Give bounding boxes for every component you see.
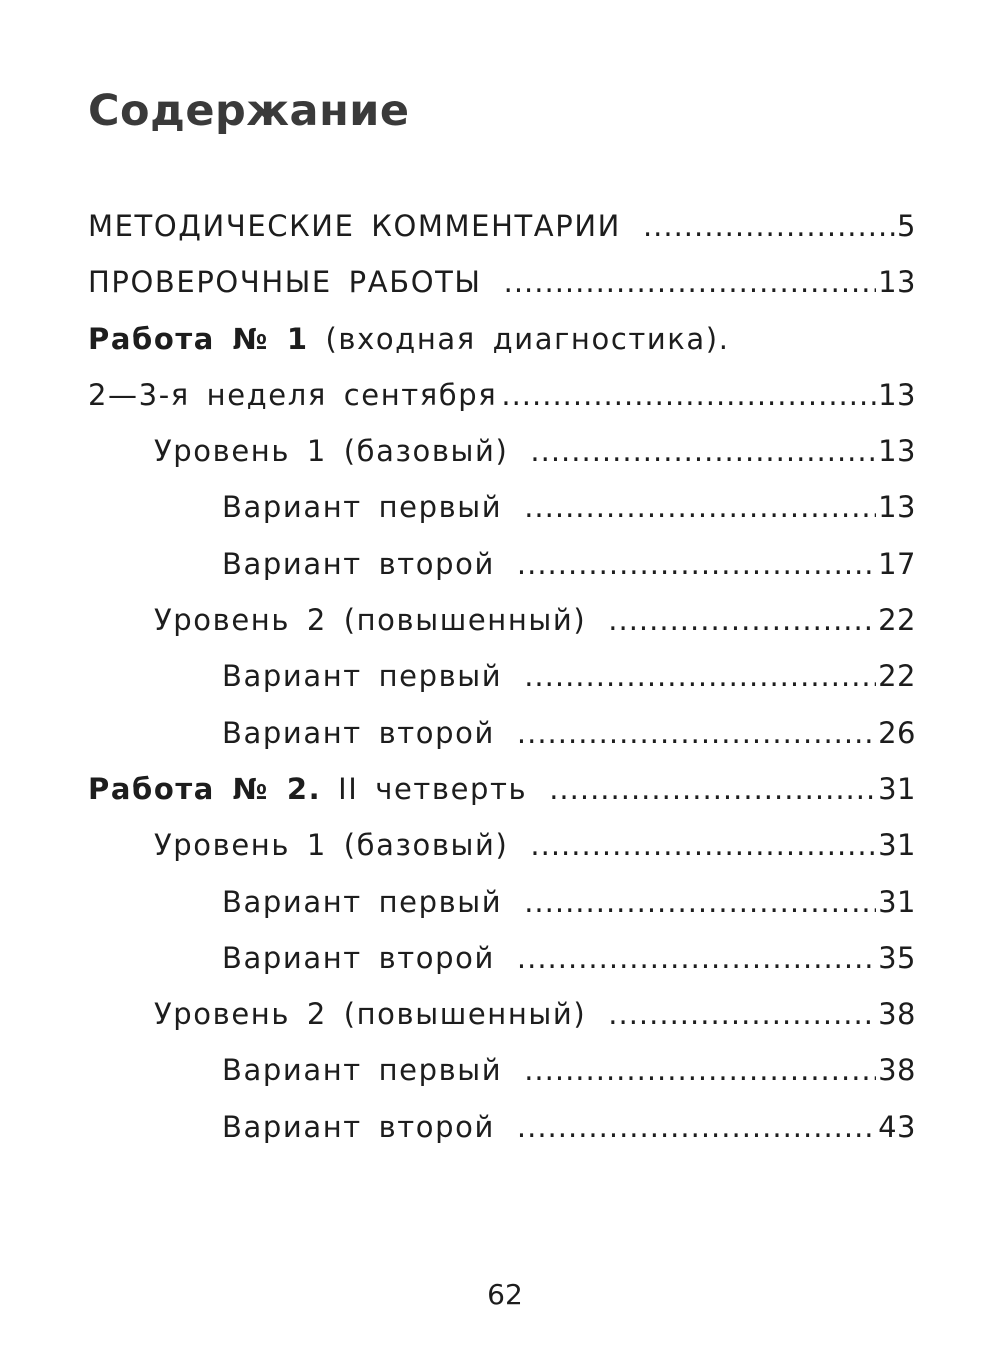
toc-entry — [88, 874, 916, 930]
table-of-contents — [88, 198, 916, 1155]
toc-entry-page: 26 — [878, 715, 916, 750]
page-number: 62 — [487, 1278, 523, 1311]
toc-entry — [88, 705, 916, 761]
toc-entry-page: 31 — [878, 828, 916, 863]
toc-leader-dots — [608, 592, 876, 648]
toc-entry — [88, 479, 916, 535]
toc-leader-dots — [524, 1042, 876, 1098]
toc-leader-dots — [524, 479, 876, 535]
toc-leader-dots — [517, 930, 876, 986]
toc-entry — [88, 1099, 916, 1155]
toc-entry-title: Уровень 2 (повышенный) — [154, 997, 587, 1032]
toc-entry — [88, 423, 916, 479]
toc-leader-dots — [504, 254, 876, 310]
toc-entry — [88, 986, 916, 1042]
toc-entry-page: 13 — [878, 490, 916, 525]
toc-entry — [88, 648, 916, 704]
toc-entry-page: 22 — [878, 659, 916, 694]
toc-entry — [88, 592, 916, 648]
toc-entry — [88, 198, 916, 254]
toc-entry-title: Вариант второй — [222, 1109, 495, 1144]
toc-leader-dots — [549, 761, 876, 817]
toc-entry-title: Вариант первый — [222, 659, 503, 694]
toc-entry-title: МЕТОДИЧЕСКИЕ КОММЕНТАРИИ — [88, 209, 621, 243]
toc-leader-dots — [517, 1099, 876, 1155]
toc-entry-page: 31 — [878, 771, 916, 806]
toc-entry-page: 43 — [878, 1109, 916, 1144]
toc-entry — [88, 817, 916, 873]
toc-entry — [88, 367, 916, 423]
toc-entry-bold: Работа № 1 — [88, 321, 309, 356]
toc-entry-bold: Работа № 2. — [88, 771, 322, 806]
toc-leader-dots — [524, 874, 876, 930]
toc-leader-dots — [517, 536, 876, 592]
toc-entry-page: 13 — [878, 265, 916, 300]
page-title: Содержание — [88, 86, 410, 136]
toc-entry-page: 38 — [878, 997, 916, 1032]
toc-leader-dots — [643, 198, 895, 254]
toc-entry-page: 13 — [878, 434, 916, 469]
toc-entry-title: Уровень 2 (повышенный) — [154, 603, 587, 638]
toc-entry — [88, 930, 916, 986]
toc-entry-subtitle: II четверть — [321, 771, 528, 806]
toc-leader-dots — [517, 705, 876, 761]
toc-entry-title — [88, 311, 730, 367]
toc-entry — [88, 311, 916, 367]
toc-entry-title: 2—3-я неделя сентября — [88, 377, 498, 412]
toc-entry — [88, 536, 916, 592]
toc-leader-dots — [608, 986, 876, 1042]
toc-entry-page: 31 — [878, 884, 916, 919]
toc-entry-page: 17 — [878, 546, 916, 581]
toc-entry — [88, 1042, 916, 1098]
toc-leader-dots — [530, 817, 876, 873]
toc-entry-page: 13 — [878, 377, 916, 412]
toc-entry-title: Вариант первый — [222, 884, 503, 919]
toc-leader-dots — [530, 423, 876, 479]
toc-entry-title: ПРОВЕРОЧНЫЕ РАБОТЫ — [88, 265, 482, 300]
toc-entry-title: Уровень 1 (базовый) — [154, 828, 509, 863]
toc-entry-title: Вариант первый — [222, 490, 503, 525]
toc-entry-title: Уровень 1 (базовый) — [154, 434, 509, 469]
toc-entry-page: 22 — [878, 603, 916, 638]
toc-entry-subtitle: (входная диагностика). — [308, 321, 730, 356]
toc-entry-page: 38 — [878, 1053, 916, 1088]
toc-entry-page: 5 — [897, 209, 916, 243]
toc-entry-title: Вариант второй — [222, 546, 495, 581]
toc-entry-title: Вариант второй — [222, 715, 495, 750]
toc-entry-title: Вариант первый — [222, 1053, 503, 1088]
toc-leader-dots — [501, 367, 876, 423]
toc-leader-dots — [524, 648, 876, 704]
toc-entry — [88, 761, 916, 817]
toc-entry-page: 35 — [878, 940, 916, 975]
toc-entry-title: Вариант второй — [222, 940, 495, 975]
toc-entry — [88, 254, 916, 310]
toc-entry-title — [88, 761, 527, 817]
